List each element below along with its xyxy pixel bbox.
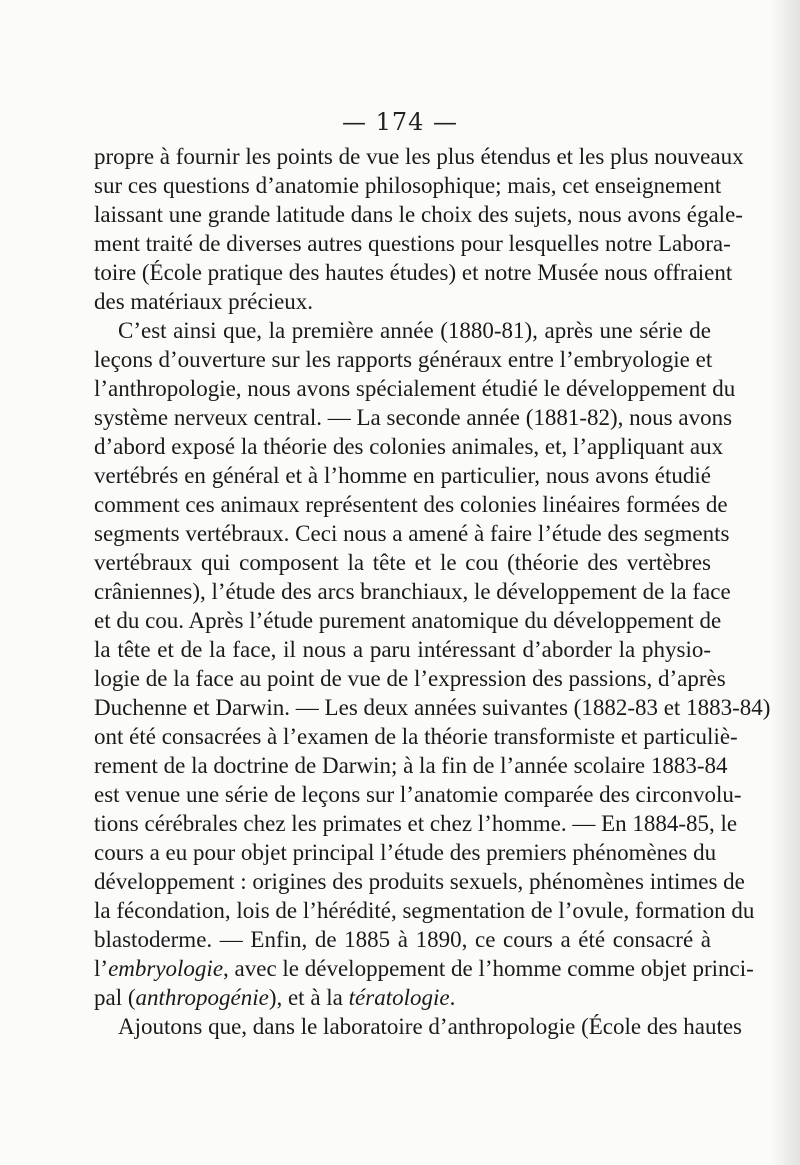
italic-term: embryologie xyxy=(108,956,224,981)
text-line: toire (École pratique des hautes études) et notre Musée nous offraient xyxy=(94,260,733,285)
text-line: segments vertébraux. Ceci nous a amené à faire l’étude des segments xyxy=(94,521,730,546)
text-fragment: , avec le développement de l’homme comme objet princi- xyxy=(223,956,754,981)
text-line: ment traité de diverses autres questions pour lesquelles notre Labora- xyxy=(94,231,731,256)
text-line: des matériaux précieux. xyxy=(94,289,314,314)
text-line: Duchenne et Darwin. — Les deux années suivantes (1882-83 et 1883-84) xyxy=(94,695,771,720)
text-line: et du cou. Après l’étude purement anatomique du développement de xyxy=(94,608,722,633)
page-number: — 174 — xyxy=(341,108,459,136)
text-line-with-italic xyxy=(94,983,711,1012)
text-line: vertébraux qui composent la tête et le cou (théorie des vertèbres xyxy=(94,550,711,575)
page-edge-shadow xyxy=(770,0,800,1165)
text-line: d’abord exposé la théorie des colonies animales, et, l’appliquant aux xyxy=(94,434,724,459)
body-text xyxy=(94,142,771,1041)
text-line: vertébrés en général et à l’homme en particulier, nous avons étudié xyxy=(94,463,711,488)
text-line-with-italic xyxy=(94,954,754,983)
text-line: laissant une grande latitude dans le choix des sujets, nous avons égale- xyxy=(94,202,743,227)
text-line: développement : origines des produits sexuels, phénomènes intimes de xyxy=(94,869,745,894)
text-line: propre à fournir les points de vue les plus étendus et les plus nouveaux xyxy=(94,144,744,169)
text-line: leçons d’ouverture sur les rapports généraux entre l’embryologie et xyxy=(94,347,713,372)
text-line: tions cérébrales chez les primates et chez l’homme. — En 1884-85, le xyxy=(94,811,738,836)
italic-term: anthropogénie xyxy=(135,985,269,1010)
text-line: ont été consacrées à l’examen de la théorie transformiste et particuliè- xyxy=(94,724,738,749)
paragraph-first-line: Ajoutons que, dans le laboratoire d’anthropologie (École des hautes xyxy=(118,1014,743,1039)
text-fragment: l’ xyxy=(94,956,109,981)
text-line: la tête et de la face, il nous a paru intéressant d’aborder la physio- xyxy=(94,637,711,662)
text-line: rement de la doctrine de Darwin; à la fin de l’année scolaire 1883-84 xyxy=(94,753,728,778)
text-line: crâniennes), l’étude des arcs branchiaux, le développement de la face xyxy=(94,579,731,604)
text-line: l’anthropologie, nous avons spécialement étudié le développement du xyxy=(94,376,736,401)
text-line: est venue une série de leçons sur l’anatomie comparée des circonvolu- xyxy=(94,782,742,807)
text-line: sur ces questions d’anatomie philosophique; mais, cet enseignement xyxy=(94,173,722,198)
text-fragment: . xyxy=(449,985,456,1010)
text-line: logie de la face au point de vue de l’expression des passions, d’après xyxy=(94,666,726,691)
text-line: blastoderme. — Enfin, de 1885 à 1890, ce cours a été consacré à xyxy=(94,927,711,952)
text-line: système nerveux central. — La seconde année (1881-82), nous avons xyxy=(94,405,733,430)
text-fragment: ), et à la xyxy=(268,985,349,1010)
paragraph-first-line: C’est ainsi que, la première année (1880-81), après une série de xyxy=(118,318,711,343)
text-line: cours a eu pour objet principal l’étude des premiers phénomènes du xyxy=(94,840,717,865)
text-line: comment ces animaux représentent des colonies linéaires formées de xyxy=(94,492,728,517)
text-fragment: pal ( xyxy=(94,985,136,1010)
italic-term: tératologie xyxy=(348,985,450,1010)
text-line: la fécondation, lois de l’hérédité, segmentation de l’ovule, formation du xyxy=(94,898,755,923)
